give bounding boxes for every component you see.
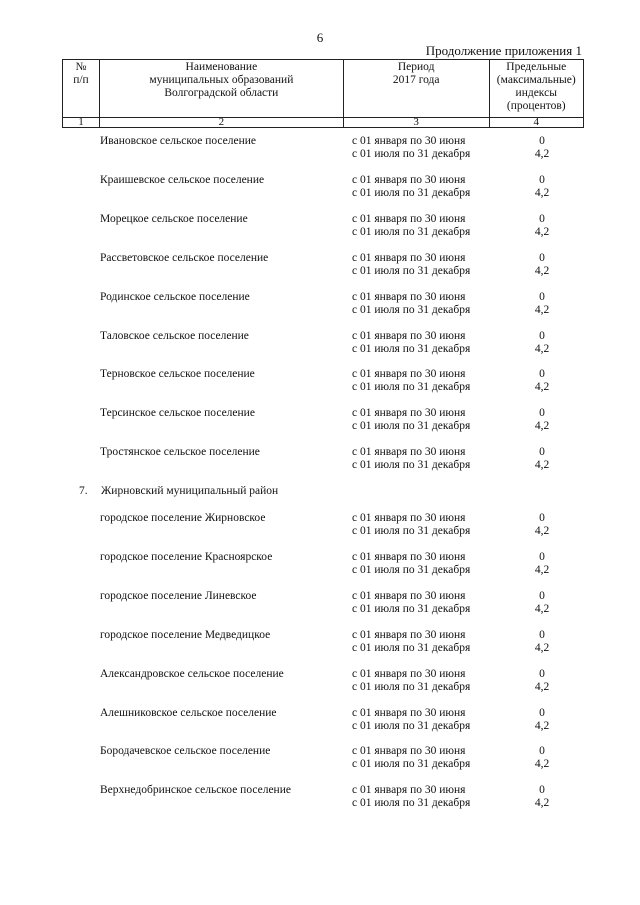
period-cell: [352, 213, 470, 239]
period-first-half: с 01 января по 30 июня: [352, 784, 466, 797]
period-cell: [352, 174, 470, 200]
index-second-half: 4,2: [534, 680, 550, 693]
continuation-note: Продолжение приложения 1: [425, 43, 582, 58]
header-col-number-text: № п/п: [73, 61, 89, 86]
municipality-name: Краишевское сельское поселение: [100, 173, 265, 186]
index-first-half: 0: [539, 589, 545, 602]
index-first-half: 0: [539, 407, 545, 420]
table-row: [0, 213, 640, 247]
index-cell: [520, 252, 564, 278]
period-first-half: с 01 января по 30 июня: [352, 628, 466, 641]
municipality-name: Терсинское сельское поселение: [100, 407, 255, 420]
municipality-name: Бородачевское сельское поселение: [100, 745, 271, 758]
header-col-name-text: Наименование муниципальных образований Волгоградской области: [149, 61, 294, 99]
period-cell: [352, 135, 470, 161]
period-first-half: с 01 января по 30 июня: [352, 446, 466, 459]
index-second-half: 4,2: [534, 303, 550, 316]
column-number-1: 1: [63, 118, 100, 128]
table-row: [0, 330, 640, 364]
period-first-half: с 01 января по 30 июня: [352, 589, 466, 602]
period-cell: [352, 407, 470, 433]
period-second-half: с 01 июля по 31 декабря: [352, 602, 471, 615]
municipality-name: Морецкое сельское поселение: [100, 212, 248, 225]
period-second-half: с 01 июля по 31 декабря: [352, 381, 471, 394]
header-col-period-text: Период 2017 года: [392, 61, 440, 86]
period-first-half: с 01 января по 30 июня: [352, 212, 466, 225]
municipality-name: Рассветовское сельское поселение: [100, 251, 269, 264]
period-cell: [352, 252, 470, 278]
index-second-half: 4,2: [534, 148, 550, 160]
index-second-half: 4,2: [534, 563, 550, 576]
index-first-half: 0: [539, 784, 545, 797]
column-number-4: 4: [489, 118, 583, 128]
municipality-name: Верхнедобринское сельское поселение: [100, 784, 291, 797]
period-cell: [352, 707, 470, 733]
table-row: [0, 446, 640, 480]
period-second-half: с 01 июля по 31 декабря: [352, 148, 471, 160]
index-cell: [520, 213, 564, 239]
index-cell: [520, 407, 564, 433]
period-first-half: с 01 января по 30 июня: [352, 550, 466, 563]
period-first-half: с 01 января по 30 июня: [352, 667, 466, 680]
municipality-name: Терновское сельское поселение: [100, 368, 255, 381]
period-first-half: с 01 января по 30 июня: [352, 135, 466, 147]
index-cell: [520, 551, 564, 577]
column-number-3: 3: [343, 118, 489, 128]
table-row: [0, 590, 640, 624]
index-cell: [520, 330, 564, 356]
period-second-half: с 01 июля по 31 декабря: [352, 719, 471, 732]
index-cell: [520, 745, 564, 771]
header-col-period: [343, 60, 489, 118]
header-col-number: [63, 60, 100, 118]
period-cell: [352, 291, 470, 317]
period-second-half: с 01 июля по 31 декабря: [352, 797, 471, 810]
table-row: [0, 135, 640, 169]
period-first-half: с 01 января по 30 июня: [352, 706, 466, 719]
index-cell: [520, 784, 564, 810]
index-first-half: 0: [539, 173, 545, 186]
index-second-half: 4,2: [534, 525, 550, 537]
index-second-half: 4,2: [534, 186, 550, 199]
index-cell: [520, 446, 564, 472]
municipality-name: Тростянское сельское поселение: [100, 446, 260, 459]
index-second-half: 4,2: [534, 602, 550, 615]
index-first-half: 0: [539, 667, 545, 680]
period-first-half: с 01 января по 30 июня: [352, 251, 466, 264]
index-first-half: 0: [539, 745, 545, 758]
table-row: [0, 551, 640, 585]
period-first-half: с 01 января по 30 июня: [352, 329, 466, 342]
period-first-half: с 01 января по 30 июня: [352, 745, 466, 758]
municipality-name: Александровское сельское поселение: [100, 667, 284, 680]
index-second-half: 4,2: [534, 264, 550, 277]
index-second-half: 4,2: [534, 225, 550, 238]
column-number-2: 2: [99, 118, 343, 128]
period-cell: [352, 784, 470, 810]
period-second-half: с 01 июля по 31 декабря: [352, 186, 471, 199]
index-first-half: 0: [539, 329, 545, 342]
index-first-half: 0: [539, 706, 545, 719]
index-second-half: 4,2: [534, 797, 550, 810]
table-row: [0, 707, 640, 741]
index-first-half: 0: [539, 135, 545, 147]
header-col-name: [99, 60, 343, 118]
index-cell: [520, 512, 564, 538]
table-row: [0, 368, 640, 402]
period-first-half: с 01 января по 30 июня: [352, 407, 466, 420]
table-row: [0, 629, 640, 663]
municipality-name: городское поселение Жирновское: [100, 512, 266, 524]
municipality-name: городское поселение Линевское: [100, 589, 257, 602]
index-cell: [520, 368, 564, 394]
index-first-half: 0: [539, 446, 545, 459]
period-cell: [352, 512, 470, 538]
period-second-half: с 01 июля по 31 декабря: [352, 225, 471, 238]
index-cell: [520, 291, 564, 317]
table-row: [0, 512, 640, 546]
period-cell: [352, 330, 470, 356]
municipality-name: Ивановское сельское поселение: [100, 135, 257, 147]
table-row: [0, 668, 640, 702]
index-first-half: 0: [539, 212, 545, 225]
period-second-half: с 01 июля по 31 декабря: [352, 758, 471, 771]
index-cell: [520, 668, 564, 694]
index-second-half: 4,2: [534, 381, 550, 394]
table-row: [0, 174, 640, 208]
index-second-half: 4,2: [534, 459, 550, 472]
period-first-half: с 01 января по 30 июня: [352, 368, 466, 381]
index-cell: [520, 174, 564, 200]
municipality-name: городское поселение Красноярское: [100, 550, 273, 563]
period-cell: [352, 629, 470, 655]
index-first-half: 0: [539, 550, 545, 563]
period-second-half: с 01 июля по 31 декабря: [352, 641, 471, 654]
index-first-half: 0: [539, 512, 545, 524]
period-second-half: с 01 июля по 31 декабря: [352, 420, 471, 433]
index-second-half: 4,2: [534, 342, 550, 355]
period-second-half: с 01 июля по 31 декабря: [352, 525, 471, 537]
period-cell: [352, 551, 470, 577]
index-first-half: 0: [539, 628, 545, 641]
table-row: [0, 407, 640, 441]
index-second-half: 4,2: [534, 420, 550, 433]
period-cell: [352, 368, 470, 394]
index-cell: [520, 135, 564, 161]
page-number: 6: [316, 30, 324, 45]
table-row: [0, 745, 640, 779]
period-second-half: с 01 июля по 31 декабря: [352, 459, 471, 472]
period-cell: [352, 745, 470, 771]
table-row: [0, 252, 640, 286]
index-second-half: 4,2: [534, 719, 550, 732]
index-first-half: 0: [539, 290, 545, 303]
district-number: 7.: [79, 485, 88, 497]
index-second-half: 4,2: [534, 641, 550, 654]
table-header: [62, 59, 584, 128]
header-col-index-text: Предельные (максимальные) индексы (процентов): [496, 61, 576, 112]
period-second-half: с 01 июля по 31 декабря: [352, 303, 471, 316]
municipality-name: Родинское сельское поселение: [100, 290, 250, 303]
municipality-name: Алешниковское сельское поселение: [100, 706, 277, 719]
municipality-name: Таловское сельское поселение: [100, 329, 249, 342]
header-col-index: [489, 60, 583, 118]
index-cell: [520, 629, 564, 655]
index-cell: [520, 590, 564, 616]
period-second-half: с 01 июля по 31 декабря: [352, 264, 471, 277]
period-first-half: с 01 января по 30 июня: [352, 512, 466, 524]
index-cell: [520, 707, 564, 733]
period-cell: [352, 590, 470, 616]
table-row: [0, 784, 640, 818]
district-name: Жирновский муниципальный район: [101, 485, 279, 497]
period-second-half: с 01 июля по 31 декабря: [352, 563, 471, 576]
period-second-half: с 01 июля по 31 декабря: [352, 680, 471, 693]
period-first-half: с 01 января по 30 июня: [352, 173, 466, 186]
index-first-half: 0: [539, 368, 545, 381]
table-row: [0, 291, 640, 325]
period-cell: [352, 668, 470, 694]
index-first-half: 0: [539, 251, 545, 264]
period-first-half: с 01 января по 30 июня: [352, 290, 466, 303]
period-cell: [352, 446, 470, 472]
municipality-name: городское поселение Медведицкое: [100, 628, 271, 641]
period-second-half: с 01 июля по 31 декабря: [352, 342, 471, 355]
index-second-half: 4,2: [534, 758, 550, 771]
